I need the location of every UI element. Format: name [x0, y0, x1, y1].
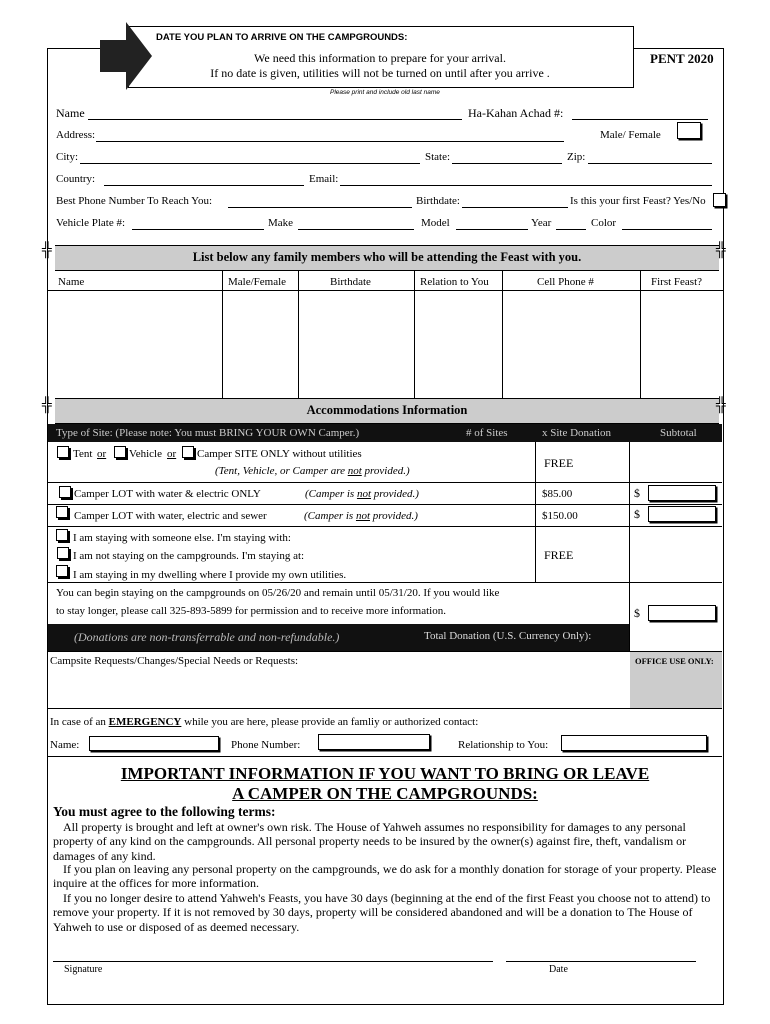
- or-label: or: [167, 448, 177, 460]
- corner-ornament-right: ╬: [716, 243, 726, 258]
- office-use-label: OFFICE USE ONLY:: [635, 656, 714, 666]
- table-divider: [629, 442, 630, 652]
- row1-price: FREE: [544, 456, 574, 470]
- color-field[interactable]: [622, 229, 712, 230]
- emergency-name-label: Name:: [50, 739, 80, 751]
- row3-subtotal-field[interactable]: [648, 506, 716, 522]
- col-site-donation: x Site Donation: [542, 427, 612, 439]
- country-label: Country:: [56, 173, 96, 185]
- first-feast-label: Is this your first Feast? Yes/No: [570, 195, 706, 207]
- emergency-phone-field[interactable]: [318, 734, 430, 750]
- row4-c-label: I am staying in my dwelling where I provide my own utilities.: [73, 569, 347, 581]
- emergency-relationship-label: Relationship to You:: [458, 739, 549, 751]
- model-field[interactable]: [456, 229, 528, 230]
- corner-ornament-left: ╬: [42, 243, 52, 258]
- stay-info-2: to stay longer, please call 325-893-5899 for permission and to receive more information.: [56, 605, 446, 617]
- stay-info-1: You can begin staying on the campgrounds on 05/26/20 and remain until 05/31/20. If you would like: [56, 587, 500, 599]
- male-female-label: Male/ Female: [600, 129, 661, 141]
- row2-price: $85.00: [542, 488, 573, 500]
- family-table-body[interactable]: [48, 291, 722, 397]
- terms-paragraph-1: All property is brought and left at owner's own risk. The House of Yahweh assumes no responsibility for damages to any personal property of any kind on the campgrounds. All personal property needs to be insured by the owner(s) against fire, theft, vandalism or damages of any kind.: [53, 820, 687, 863]
- camper-lot-electric-checkbox[interactable]: [59, 486, 71, 498]
- gender-box[interactable]: [677, 122, 701, 139]
- zip-label: Zip:: [567, 151, 586, 163]
- col-num-sites: # of Sites: [466, 427, 508, 439]
- table-row-rule: [48, 504, 722, 505]
- family-col-birthdate: Birthdate: [330, 276, 371, 288]
- table-row-rule: [48, 582, 722, 583]
- date-line[interactable]: [506, 961, 696, 962]
- state-field[interactable]: [452, 163, 562, 164]
- city-label: City:: [56, 151, 79, 163]
- arrival-label: DATE YOU PLAN TO ARRIVE ON THE CAMPGROUNDS:: [156, 32, 408, 43]
- terms-paragraph-3: If you no longer desire to attend Yahweh's Feasts, you have 30 days (beginning at the end of the first Feast you choose not to attend) to remove your property. If it is not removed by 30 days, property will be considered abandoned and will be a donation to The House of Yahweh to use or disposed of as deemed necessary.: [53, 891, 711, 934]
- emergency-relationship-field[interactable]: [561, 735, 707, 751]
- family-col-name: Name: [58, 276, 85, 288]
- first-feast-box[interactable]: [713, 193, 726, 207]
- email-field[interactable]: [340, 185, 712, 186]
- email-label: Email:: [309, 173, 339, 185]
- important-title-2: A CAMPER ON THE CAMPGROUNDS:: [232, 784, 538, 803]
- not-staying-checkbox[interactable]: [57, 547, 69, 559]
- important-title-1: IMPORTANT INFORMATION IF YOU WANT TO BRING OR LEAVE: [120, 764, 650, 783]
- hakahan-label: Ha-Kahan Achad #:: [468, 106, 564, 120]
- arrival-note-2: If no date is given, utilities will not be turned on until after you arrive .: [210, 66, 550, 80]
- row3-note: (Camper is not provided.): [304, 510, 418, 522]
- birthdate-label: Birthdate:: [416, 195, 460, 207]
- total-donation-label: Total Donation (U.S. Currency Only):: [424, 630, 592, 642]
- address-label: Address:: [56, 129, 96, 141]
- vehicle-plate-field[interactable]: [132, 229, 264, 230]
- row2-subtotal-field[interactable]: [648, 485, 716, 501]
- section-rule: [48, 708, 722, 709]
- emergency-name-field[interactable]: [89, 736, 219, 751]
- row2-note: (Camper is not provided.): [305, 488, 419, 500]
- color-label: Color: [591, 217, 617, 229]
- camper-lot-sewer-checkbox[interactable]: [56, 506, 68, 518]
- country-field[interactable]: [104, 185, 304, 186]
- hakahan-field[interactable]: [572, 119, 708, 120]
- row4-a-label: I am staying with someone else. I'm staying with:: [73, 532, 291, 544]
- terms-paragraph-2: If you plan on leaving any personal property on the campgrounds, we do ask for a monthly donation for storage of your property. Please inquire at the offices for more information.: [53, 862, 717, 891]
- zip-field[interactable]: [588, 163, 712, 164]
- corner-ornament-right: ╬: [716, 398, 726, 413]
- camper-site-checkbox[interactable]: [182, 446, 194, 458]
- year-label: Year: [531, 217, 552, 229]
- signature-line[interactable]: [53, 961, 493, 962]
- vehicle-checkbox[interactable]: [114, 446, 126, 458]
- pent-label: PENT 2020: [650, 51, 714, 66]
- signature-label: Signature: [64, 964, 103, 975]
- address-field[interactable]: [96, 141, 564, 142]
- staying-with-checkbox[interactable]: [56, 529, 68, 541]
- date-label: Date: [549, 964, 568, 975]
- row1-sites-field[interactable]: [450, 443, 534, 481]
- row2-label: Camper LOT with water & electric ONLY: [74, 488, 261, 500]
- year-field[interactable]: [556, 229, 586, 230]
- table-row-rule: [48, 651, 722, 652]
- model-label: Model: [421, 217, 450, 229]
- phone-field[interactable]: [228, 207, 412, 208]
- corner-ornament-left: ╬: [42, 398, 52, 413]
- make-label: Make: [268, 217, 294, 229]
- row3-label: Camper LOT with water, electric and sewer: [74, 510, 267, 522]
- row3-dollar: $: [634, 507, 640, 521]
- col-subtotal: Subtotal: [660, 427, 697, 439]
- family-col-cell: Cell Phone #: [537, 276, 594, 288]
- vehicle-label: Vehicle: [129, 448, 162, 460]
- total-dollar: $: [634, 606, 640, 620]
- row1-note: (Tent, Vehicle, or Camper are not provided.): [215, 465, 410, 477]
- vehicle-plate-label: Vehicle Plate #:: [56, 217, 126, 229]
- row4-b-label: I am not staying on the campgrounds. I'm staying at:: [73, 550, 305, 562]
- phone-label: Best Phone Number To Reach You:: [56, 195, 213, 207]
- requests-field[interactable]: [48, 670, 628, 708]
- family-heading: List below any family members who will be attending the Feast with you.: [192, 250, 582, 264]
- table-divider: [535, 442, 536, 582]
- family-col-first-feast: First Feast?: [651, 276, 703, 288]
- print-note: Please print and include old last name: [330, 89, 440, 96]
- row4-price: FREE: [544, 548, 574, 562]
- section-rule: [48, 756, 722, 757]
- table-row-rule: [48, 526, 722, 527]
- or-label: or: [97, 448, 107, 460]
- family-col-gender: Male/Female: [228, 276, 287, 288]
- requests-label: Campsite Requests/Changes/Special Needs or Requests:: [50, 655, 299, 667]
- name-label: Name: [56, 106, 85, 120]
- row2-dollar: $: [634, 486, 640, 500]
- accommodations-heading: Accommodations Information: [306, 403, 468, 417]
- donations-note: (Donations are non-transferrable and non-refundable.): [74, 630, 340, 644]
- tent-label: Tent: [73, 448, 93, 460]
- arrival-note-1: We need this information to prepare for your arrival.: [254, 51, 506, 65]
- agree-heading: You must agree to the following terms:: [53, 804, 276, 819]
- emergency-phone-label: Phone Number:: [231, 739, 301, 751]
- birthdate-field[interactable]: [462, 207, 568, 208]
- tent-checkbox[interactable]: [57, 446, 69, 458]
- row3-price: $150.00: [542, 510, 578, 522]
- family-col-relation: Relation to You: [420, 276, 489, 288]
- own-dwelling-checkbox[interactable]: [56, 565, 68, 577]
- state-label: State:: [425, 151, 451, 163]
- table-row-rule: [48, 482, 722, 483]
- city-field[interactable]: [80, 163, 420, 164]
- col-site-type: Type of Site: (Please note: You must BRING YOUR OWN Camper.): [56, 427, 360, 439]
- name-field[interactable]: [88, 119, 462, 120]
- total-donation-field[interactable]: [648, 605, 716, 621]
- camper-site-label: Camper SITE ONLY without utilities: [197, 448, 362, 460]
- make-field[interactable]: [298, 229, 414, 230]
- emergency-intro: In case of an EMERGENCY while you are here, please provide an famliy or authorized contact:: [50, 716, 479, 728]
